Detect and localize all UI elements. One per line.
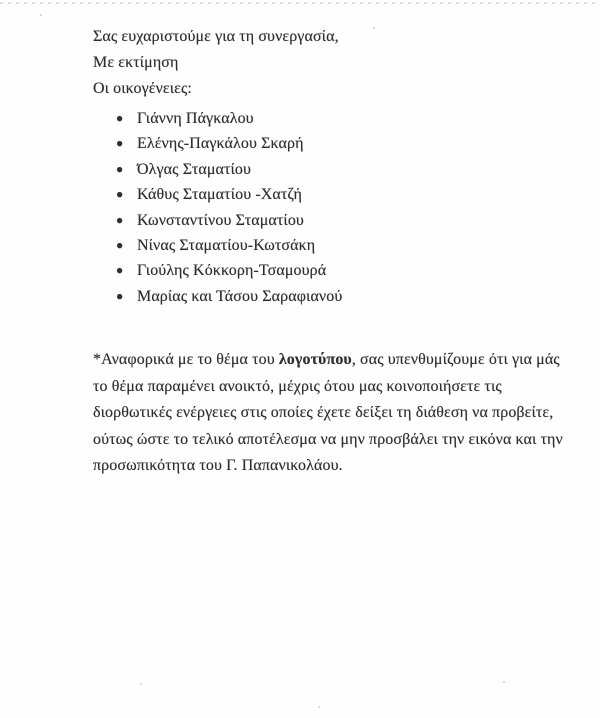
bullet-icon: ●: [116, 263, 124, 278]
footnote-line-3: διορθωτικές ενέργειες στις οποίες έχετε δείξει τη διάθεση να προβείτε,: [93, 404, 554, 422]
footnote-line-1-pre: *Αναφορικά με το θέμα του: [93, 351, 279, 369]
family-name: Γιούλης Κόκκορη-Τσαμουρά: [137, 262, 327, 280]
family-name: Μαρίας και Τάσου Σαραφιανού: [137, 287, 343, 305]
bullet-icon: ●: [116, 212, 124, 227]
bullet-icon: ●: [116, 187, 124, 202]
regards-line: Με εκτίμηση: [93, 54, 179, 71]
letter-body: [93, 24, 563, 480]
family-list-item: [93, 208, 533, 233]
scan-speck: [503, 681, 505, 683]
bullet-icon: ●: [116, 288, 124, 303]
family-name: Νίνας Σταματίου-Κωτσάκη: [137, 237, 316, 255]
family-name: Κωνσταντίνου Σταματίου: [137, 211, 304, 229]
bullet-icon: ●: [116, 136, 124, 151]
bullet-icon: ●: [116, 111, 124, 125]
family-list-item: [93, 157, 533, 182]
bullet-icon: ●: [116, 238, 124, 253]
scan-speck: [140, 683, 142, 685]
closing-thanks-line: Σας ευχαριστούμε για τη συνεργασία,: [93, 28, 339, 45]
family-list-item: [93, 258, 533, 283]
scan-speck: [40, 14, 42, 16]
family-name: Όλγας Σταματίου: [137, 160, 252, 178]
scan-artifact-dotted-line: [0, 2, 600, 4]
footnote-paragraph: [93, 347, 563, 480]
family-name: Ελένης-Παγκάλου Σκαρή: [137, 135, 304, 153]
families-list: [93, 106, 533, 309]
footnote-line-1-post: , σας υπενθυμίζουμε ότι για μάς: [351, 351, 560, 369]
family-list-item: [93, 284, 533, 309]
footnote-line-2: το θέμα παραμένει ανοικτό, μέχρις ότου μας κοινοποιήσετε τις: [93, 377, 502, 395]
footnote-line-1: [93, 347, 560, 374]
family-list-item: [93, 131, 533, 156]
footnote-line-4: ούτως ώστε το τελικό αποτέλεσμα να μην προσβάλει την εικόνα και την: [93, 430, 563, 448]
family-name: Κάθυς Σταματίου -Χατζή: [137, 186, 302, 204]
families-intro-line: Οι οικογένειες:: [93, 80, 192, 97]
footnote-line-5: προσωπικότητα του Γ. Παπανικολάου.: [93, 457, 343, 475]
family-name: Γιάννη Πάγκαλου: [137, 110, 254, 127]
footnote-bold-word: λογοτύπου: [278, 351, 352, 369]
family-list-item: [93, 233, 533, 258]
scan-speck: [318, 706, 320, 708]
bullet-icon: ●: [116, 161, 124, 176]
family-list-item: [93, 106, 533, 131]
family-list-item: [93, 182, 533, 207]
